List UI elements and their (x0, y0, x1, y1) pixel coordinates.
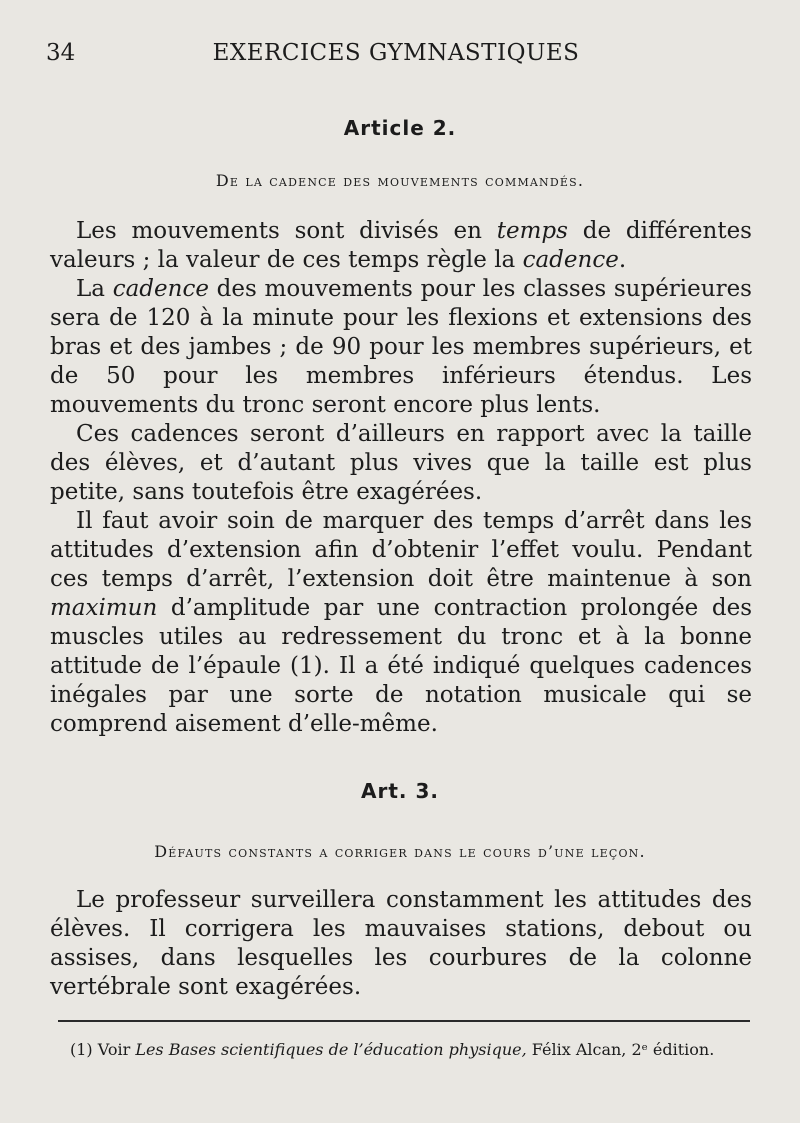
paragraph: Ces cadences seront d’ailleurs en rapport avec la taille des élèves, et d’autant plus vives que la taille est plus petite, sans toutefois être exagérées. (50, 421, 752, 505)
page-number: 34 (46, 40, 76, 66)
footnote: (1) Voir Les Bases scientifiques de l’éducation physique, Félix Alcan, 2ᵉ édition. (70, 1040, 715, 1059)
article-2-subheading: De la cadence des mouvements commandés. (215, 171, 585, 190)
article-3-heading: Art. 3. (361, 779, 439, 803)
paragraph: Le professeur surveillera constamment les attitudes des élèves. Il corrigera les mauvaises stations, debout ou assises, dans lesquelles les courbures de la colonne vertébrale sont exagérées. (50, 887, 752, 1000)
footnote-divider (58, 1020, 750, 1022)
running-title: EXERCICES GYMNASTIQUES (212, 40, 580, 66)
article-3-body (50, 886, 752, 1002)
article-2-body (50, 217, 752, 739)
paragraph: Les mouvements sont divisés en temps de différentes valeurs ; la valeur de ces temps règle la cadence. (50, 218, 752, 273)
paragraph: La cadence des mouvements pour les classes supérieures sera de 120 à la minute pour les flexions et extensions des bras et des jambes ; de 90 pour les membres supérieurs, et de 50 pour les membres inférieurs étendus. Les mouvements du tronc seront encore plus lents. (50, 276, 752, 418)
paragraph: Il faut avoir soin de marquer des temps d’arrêt dans les attitudes d’extension afin d’obtenir l’effet voulu. Pendant ces temps d’arrêt, l’extension doit être maintenue à son maximun d’amplitude par une contraction prolongée des muscles utiles au redressement du tronc et à la bonne attitude de l’épaule (1). Il a été indiqué quelques cadences inégales par une sorte de notation musicale qui se comprend aisement d’elle-même. (50, 508, 752, 737)
article-2-heading: Article 2. (343, 116, 457, 140)
running-head (46, 40, 746, 74)
article-3-subheading: Défauts constants a corriger dans le cours d’une leçon. (154, 842, 646, 861)
